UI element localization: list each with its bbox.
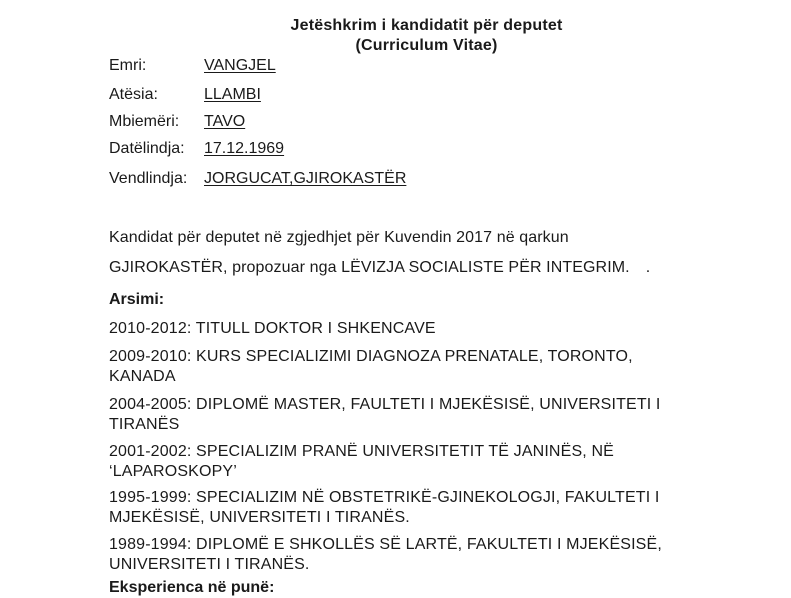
field-value: VANGJEL xyxy=(204,57,276,74)
candidacy-text-line-1: Kandidat për deputet në zgjedhjet për Kuvendin 2017 në qarkun xyxy=(109,229,569,246)
field-value: LLAMBI xyxy=(204,86,261,103)
field-label: Mbiemëri: xyxy=(109,113,180,130)
education-item-line-1: 1995-1999: SPECIALIZIM NË OBSTETRIKË-GJINEKOLOGJI, FAKULTETI I xyxy=(109,489,660,506)
education-item xyxy=(109,395,719,435)
education-item-line-1: 2009-2010: KURS SPECIALIZIMI DIAGNOZA PRENATALE, TORONTO, xyxy=(109,348,633,365)
document-subtitle: (Curriculum Vitae) xyxy=(355,37,498,54)
education-item xyxy=(109,535,719,575)
education-item xyxy=(109,319,719,339)
education-item-line-1: 2004-2005: DIPLOMË MASTER, FAULTETI I MJEKËSISË, UNIVERSITETI I xyxy=(109,396,661,413)
education-item-line-2: KANADA xyxy=(109,368,176,385)
education-item xyxy=(109,347,719,387)
education-item-line-1: 2001-2002: SPECIALIZIM PRANË UNIVERSITETIT TË JANINËS, NË xyxy=(109,443,615,460)
field-value: 17.12.1969 xyxy=(204,140,285,157)
education-item-line-1: 2010-2012: TITULL DOKTOR I SHKENCAVE xyxy=(109,320,436,337)
field-row-emri xyxy=(109,55,276,77)
education-item-line-2: ‘LAPAROSKOPY’ xyxy=(109,463,237,480)
candidacy-text: GJIROKASTËR, propozuar nga LËVIZJA SOCIALISTE PËR INTEGRIM. xyxy=(109,259,630,276)
document-title: Jetëshkrim i kandidatit për deputet xyxy=(290,17,563,34)
field-label: Datëlindja: xyxy=(109,140,185,157)
experience-heading-cut: Eksperienca në punë: xyxy=(109,579,275,596)
field-row-datelindja xyxy=(109,138,284,160)
education-item-line-1: 1989-1994: DIPLOMË E SHKOLLËS SË LARTË, FAKULTETI I MJEKËSISË, xyxy=(109,536,662,553)
education-item xyxy=(109,442,719,482)
field-row-vendlindja xyxy=(109,168,406,190)
field-value: JORGUCAT,GJIROKASTËR xyxy=(204,170,407,187)
education-item-line-2: UNIVERSITETI I TIRANËS. xyxy=(109,556,310,573)
field-row-atesia xyxy=(109,84,261,106)
education-item-line-2: TIRANËS xyxy=(109,416,180,433)
field-row-mbiemeri xyxy=(109,111,245,133)
field-value: TAVO xyxy=(204,113,246,130)
education-item-line-2: MJEKËSISË, UNIVERSITETI I TIRANËS. xyxy=(109,509,410,526)
education-item xyxy=(109,488,719,528)
field-label: Emri: xyxy=(109,57,147,74)
stray-mark: . xyxy=(645,259,651,276)
candidacy-text-line-2 xyxy=(109,257,650,279)
field-label: Atësia: xyxy=(109,86,158,103)
field-label: Vendlindja: xyxy=(109,170,188,187)
education-heading: Arsimi: xyxy=(109,291,165,308)
